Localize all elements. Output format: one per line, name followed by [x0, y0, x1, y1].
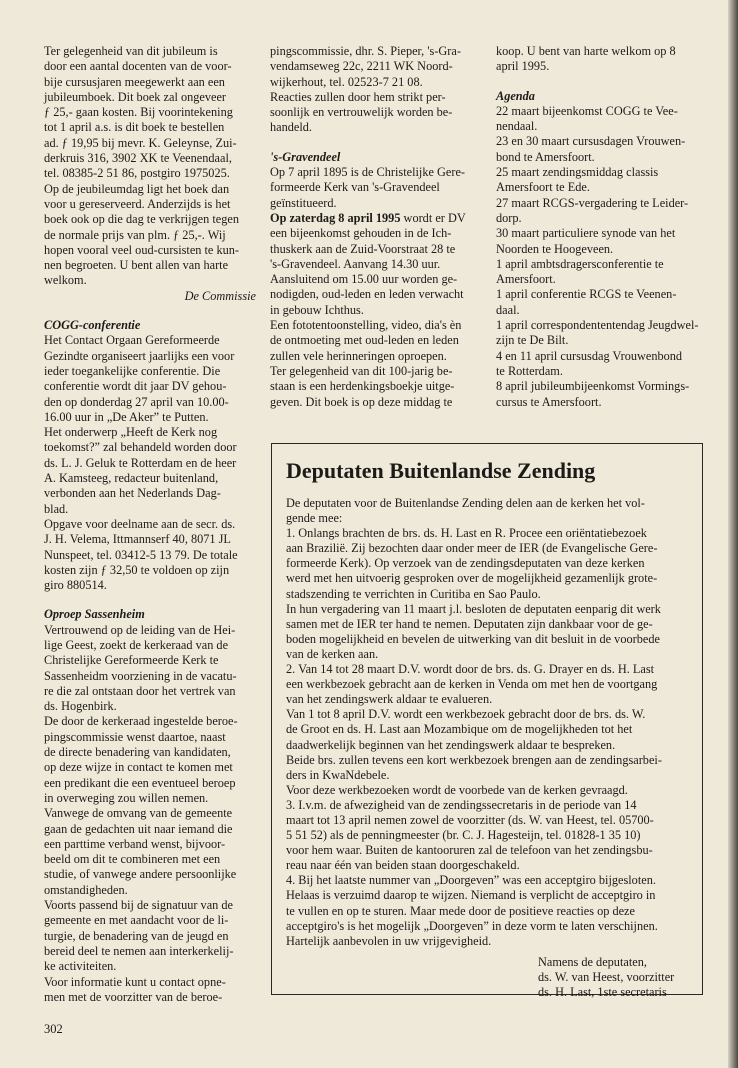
- text-line: lige Geest, zoekt de kerkeraad van de: [44, 637, 229, 652]
- text-line: formeerde Kerk). Op verzoek van de zendingsdeputaten van deze kerken: [286, 556, 645, 571]
- text-line: april 1995.: [496, 59, 550, 74]
- text-line: Christelijke Gereformeerde Kerk te: [44, 653, 219, 668]
- agenda-item: [496, 257, 718, 288]
- text-line: ds. H. Last, 1ste secretaris: [538, 985, 667, 999]
- text-line: Een fototentoonstelling, video, dia's èn: [270, 318, 462, 333]
- text-line: vendamseweg 22c, 2211 WK Noord-: [270, 59, 453, 74]
- text-line: te vullen en op te sturen. Maar mede door de positieve reacties op deze: [286, 903, 635, 918]
- text-line: In hun vergadering van 11 maart j.l. besloten de deputaten eenparig dit werk: [286, 601, 661, 616]
- text-line: geven. Dit boek is op deze middag te: [270, 394, 453, 409]
- text-line: 2. Van 14 tot 28 maart D.V. wordt door de brs. ds. G. Drayer en ds. H. Last: [286, 662, 655, 677]
- text-line: omstandigheden.: [44, 882, 128, 897]
- text-line: 16.00 uur in „De Aker” te Putten.: [44, 409, 209, 424]
- text-line: Voorts passend bij de signatuur van de: [44, 898, 233, 913]
- text-line: den op donderdag 27 april van 10.00-: [44, 394, 229, 409]
- text-line: cursus te Amersfoort.: [496, 394, 602, 409]
- text-line: 27 maart RCGS-vergadering te Leider-: [496, 195, 689, 210]
- text-line: daadwerkelijk beginnen van het zendingswerk aldaar te bespreken.: [286, 737, 616, 752]
- text-line: ds. L. J. Geluk te Rotterdam en de heer: [44, 455, 237, 470]
- text-line: 30 maart particuliere synode van het: [496, 226, 676, 241]
- page-edge-shadow: [728, 0, 738, 1068]
- text-line: 4. Bij het laatste nummer van „Doorgeven” was een acceptgiro bijgesloten.: [286, 873, 656, 888]
- text-line: studie, of vanwege andere persoonlijke: [44, 867, 237, 882]
- text-line: samen met de IER ter hand te nemen. Deputaten zijn dankbaar voor de ge-: [286, 616, 653, 631]
- text-line: stadszending te verrichten in Curitiba en Sao Paulo.: [286, 586, 541, 601]
- column-middle: [270, 44, 482, 410]
- bold-lead: Op zaterdag 8 april 1995: [270, 210, 401, 225]
- text-line: reau naar één van beiden staan doorgeschakeld.: [286, 858, 520, 873]
- text-line: zijn te De Bilt.: [496, 333, 569, 348]
- text-line: Het Contact Orgaan Gereformeerde: [44, 333, 220, 348]
- agenda-item: [496, 196, 718, 227]
- box-closing: [538, 955, 689, 1000]
- agenda-item: [496, 349, 718, 380]
- text-line: acceptgiro's is het mogelijk „Doorgeven” in deze vorm te laten verschijnen.: [286, 918, 658, 933]
- cogg-article: [44, 318, 256, 593]
- text-line: boden mogelijkheid en bevelen de uitwerking van dit besluit in de voorbede: [286, 631, 660, 646]
- text-line: boek ook op die dag te verkrijgen tegen: [44, 212, 239, 227]
- gravendeel-article: [270, 150, 482, 410]
- text-line: de Groot en ds. H. Last aan Mozambique om de mogelijkheden tot het: [286, 722, 633, 737]
- text-line: Noorden te Hoogeveen.: [496, 241, 614, 256]
- text-line: pingscommissie, dhr. S. Pieper, 's-Gra-: [270, 44, 461, 58]
- text-line: beeld om dit te combineren met een: [44, 852, 221, 867]
- text-line: gemeente en met aandacht voor de li-: [44, 913, 229, 928]
- text-line: aan Brazilië. Zij bezochten daar onder meer de IER (de Evangelische Gere-: [286, 541, 658, 556]
- box-title: Deputaten Buitenlandse Zending: [286, 458, 596, 483]
- text-line: ad. ƒ 19,95 bij mevr. K. Geleynse, Zui-: [44, 135, 237, 150]
- text-line: toekomst?” zal behandeld worden door: [44, 440, 237, 455]
- text-line: Beide brs. zullen tevens een kort werkbezoek brengen aan de zendingsarbei-: [286, 752, 662, 767]
- text-line: men met de voorzitter van de beroe-: [44, 989, 223, 1004]
- text-line: handeld.: [270, 120, 313, 135]
- text-line: soonlijk en vertrouwelijk worden be-: [270, 105, 453, 120]
- text-line: Het onderwerp „Heeft de Kerk nog: [44, 425, 218, 440]
- text-line: maart tot 13 april nemen zowel de voorzitter (ds. W. van Heest, tel. 05700-: [286, 812, 654, 827]
- section-heading: 's-Gravendeel: [270, 149, 341, 164]
- text-line: te Rotterdam.: [496, 363, 563, 378]
- text-line: Reacties zullen door hem strikt per-: [270, 89, 446, 104]
- text-line: Opgave voor deelname aan de secr. ds.: [44, 516, 236, 531]
- text-line: de ontmoeting met oud-leden en leden: [270, 333, 459, 348]
- agenda-item: [496, 287, 718, 318]
- text-line: kosten zijn ƒ 32,50 te voldoen op zijn: [44, 562, 230, 577]
- text-line: verbonden aan het Nederlands Dag-: [44, 486, 221, 501]
- text-line: staan is een herdenkingsboekje uitge-: [270, 379, 455, 394]
- text-line: wijkerhout, tel. 02523-7 21 08.: [270, 74, 423, 89]
- text-line: 8 april jubileumbijeenkomst Vormings-: [496, 379, 690, 394]
- article-signature: De Commissie: [184, 288, 256, 303]
- text-line: turgie, de benadering van de jeugd en: [44, 928, 229, 943]
- text-line: geïnstitueerd.: [270, 195, 337, 210]
- text-line: in gebouw Ichthus.: [270, 302, 364, 317]
- text-line: zullen vele herinneringen oproepen.: [270, 348, 447, 363]
- text-line: nen begroeten. U bent allen van harte: [44, 258, 229, 273]
- jubileum-article: [44, 44, 256, 304]
- agenda-item: [496, 165, 718, 196]
- text-line: Voor informatie kunt u contact opne-: [44, 974, 226, 989]
- text-line: werd met hen uitvoerig gesproken over de mogelijkheid gezamenlijk grote-: [286, 571, 658, 586]
- text-line: Amersfoort te Ede.: [496, 180, 590, 195]
- text-line: Aansluitend om 15.00 uur worden ge-: [270, 272, 458, 287]
- text-line: ƒ 25,- gaan kosten. Bij voorintekening: [44, 105, 233, 120]
- text-line: door een aantal docenten van de voor-: [44, 59, 232, 74]
- text-line: nodigden, oud-leden en leden verwacht: [270, 287, 464, 302]
- text-line: 1 april correspondententendag Jeugdwel-: [496, 318, 699, 333]
- text-line: Namens de deputaten,: [538, 954, 647, 969]
- text-line: gaan de gedachten uit naar iemand die: [44, 821, 233, 836]
- oproep-article: [44, 607, 256, 1005]
- text-line: op deze wijze in contact te komen met: [44, 760, 233, 775]
- text-line: een predikant die een eventueel beroep: [44, 775, 236, 790]
- agenda-item: [496, 379, 718, 410]
- text-line: voor u gereserveerd. Anderzijds is het: [44, 196, 231, 211]
- text-line: Op 7 april 1895 is de Christelijke Gere-: [270, 165, 465, 180]
- text-line: [270, 211, 482, 226]
- text-line: tot 1 april a.s. is dit boek te bestellen: [44, 120, 225, 135]
- text-line: 4 en 11 april cursusdag Vrouwenbond: [496, 348, 683, 363]
- agenda-item: [496, 318, 718, 349]
- text-line: een bijeenkomst gehouden in de Ich-: [270, 226, 452, 241]
- text-line: De deputaten voor de Buitenlandse Zending delen aan de kerken het vol-: [286, 496, 645, 510]
- column-right: [496, 44, 718, 410]
- text-line: derkruis 316, 3902 XK te Veenendaal,: [44, 151, 232, 166]
- text-line: J. H. Velema, Ittmannserf 40, 8071 JL: [44, 532, 231, 547]
- text-line: in overweging zou willen nemen.: [44, 790, 209, 805]
- text-line: Van 1 tot 8 april D.V. wordt een werkbezoek gebracht door de brs. ds. W.: [286, 707, 646, 722]
- deputaten-box: [271, 443, 703, 999]
- text-line: een werkbezoek gebracht aan de kerken in Venda om met hen de voortgang: [286, 677, 658, 692]
- text-line: 5 51 52) als de penningmeester (br. C. J. Hagesteijn, tel. 01828-1 35 10): [286, 828, 641, 843]
- text-line: gende mee:: [286, 511, 343, 526]
- text-line: 22 maart bijeenkomst COGG te Vee-: [496, 103, 678, 118]
- text-line: thuskerk aan de Zuid-Voorstraat 28 te: [270, 241, 456, 256]
- text-line: 3. I.v.m. de afwezigheid van de zendingssecretaris in de periode van 14: [286, 797, 637, 812]
- text-line: ders in KwaNdebele.: [286, 767, 390, 782]
- text-line: de normale prijs van plm. ƒ 25,-. Wij: [44, 227, 226, 242]
- text-line: Nunspeet, tel. 03412-5 13 79. De totale: [44, 547, 238, 562]
- text-line: Gezindte organiseert jaarlijks een voor: [44, 348, 235, 363]
- text-line: Hartelijk aanbevolen in uw vrijgevigheid.: [286, 933, 492, 948]
- text-line: 's-Gravendeel. Aanvang 14.30 uur.: [270, 256, 441, 271]
- text-line: een parttime verband wenst, bijvoor-: [44, 836, 226, 851]
- text-line: jubileumboek. Dit boek zal ongeveer: [44, 89, 227, 104]
- text-line: voor hem waar. Buiten de kantooruren zal de telefoon van het zendingsbu-: [286, 843, 653, 858]
- text-line: Helaas is verzuimd daarop te wijzen. Niemand is verplicht de acceptgiro in: [286, 888, 656, 903]
- text-line: Ter gelegenheid van dit jubileum is: [44, 44, 218, 58]
- text-line: bije cursusjaren meegewerkt aan een: [44, 74, 225, 89]
- text-line: tel. 08385-2 51 86, postgiro 1975025.: [44, 166, 230, 181]
- agenda-item: [496, 134, 718, 165]
- text-line: blad.: [44, 501, 69, 516]
- text-line: re die zal ontstaan door het vertrek van: [44, 683, 236, 698]
- text-line: ds. W. van Heest, voorzitter: [538, 969, 675, 984]
- text-line: giro 880514.: [44, 578, 107, 593]
- text-line: ds. Hogenbirk.: [44, 699, 117, 714]
- text-line: Voor deze werkbezoeken wordt de voorbede van de kerken gevraagd.: [286, 782, 628, 797]
- text-line: Amersfoort.: [496, 272, 556, 287]
- text-line: 23 en 30 maart cursusdagen Vrouwen-: [496, 134, 686, 149]
- text-line: de directe benadering van kandidaten,: [44, 745, 231, 760]
- agenda-item: [496, 226, 718, 257]
- text-line: 1. Onlangs brachten de brs. ds. H. Last en R. Procee een oriëntatiebezoek: [286, 526, 647, 541]
- text-line: pingscommissie wenst daartoe, naast: [44, 729, 226, 744]
- agenda-heading: Agenda: [496, 88, 535, 103]
- text-line: Op de jeubileumdag ligt het boek dan: [44, 181, 230, 196]
- text-line: Vanwege de omvang van de gemeente: [44, 806, 233, 821]
- text-line: koop. U bent van harte welkom op 8: [496, 44, 676, 58]
- text-line: 1 april ambtsdragersconferentie te: [496, 256, 664, 271]
- section-heading: Oproep Sassenheim: [44, 607, 145, 622]
- text-line: Ter gelegenheid van dit 100-jarig be-: [270, 363, 453, 378]
- lead-rest: wordt er DV: [400, 210, 466, 225]
- text-line: 1 april conferentie RCGS te Veenen-: [496, 287, 677, 302]
- text-line: De door de kerkeraad ingestelde beroe-: [44, 714, 238, 729]
- page-number: 302: [44, 1022, 63, 1036]
- text-line: Sassenheidm voorziening in de vacatu-: [44, 668, 237, 683]
- text-line: welkom.: [44, 273, 87, 288]
- text-line: nendaal.: [496, 119, 538, 134]
- agenda-section: [496, 89, 718, 410]
- text-line: A. Kamsteeg, redacteur buitenland,: [44, 471, 219, 486]
- text-line: ke activiteiten.: [44, 959, 117, 974]
- text-line: ieder toegankelijke conferentie. Die: [44, 363, 221, 378]
- text-line: bereid deel te nemen aan interkerkelij-: [44, 943, 234, 958]
- text-line: formeerde Kerk van 's-Gravendeel: [270, 180, 440, 195]
- column-left: [44, 44, 256, 1005]
- text-line: daal.: [496, 302, 520, 317]
- text-line: Vertrouwend op de leiding van de Hei-: [44, 622, 236, 637]
- section-heading: COGG-conferentie: [44, 318, 141, 333]
- text-line: conferentie wordt dit jaar DV gehou-: [44, 379, 227, 394]
- text-line: van het zendingswerk aldaar te evalueren.: [286, 692, 493, 707]
- text-line: hopen vooral veel oud-cursisten te kun-: [44, 242, 239, 257]
- oproep-continuation: [270, 44, 482, 136]
- text-line: bond te Amersfoort.: [496, 149, 595, 164]
- text-line: 25 maart zendingsmiddag classis: [496, 165, 659, 180]
- text-line: van de kerken aan.: [286, 646, 379, 661]
- agenda-item: [496, 104, 718, 135]
- text-line: dorp.: [496, 210, 522, 225]
- gravendeel-continuation: [496, 44, 718, 75]
